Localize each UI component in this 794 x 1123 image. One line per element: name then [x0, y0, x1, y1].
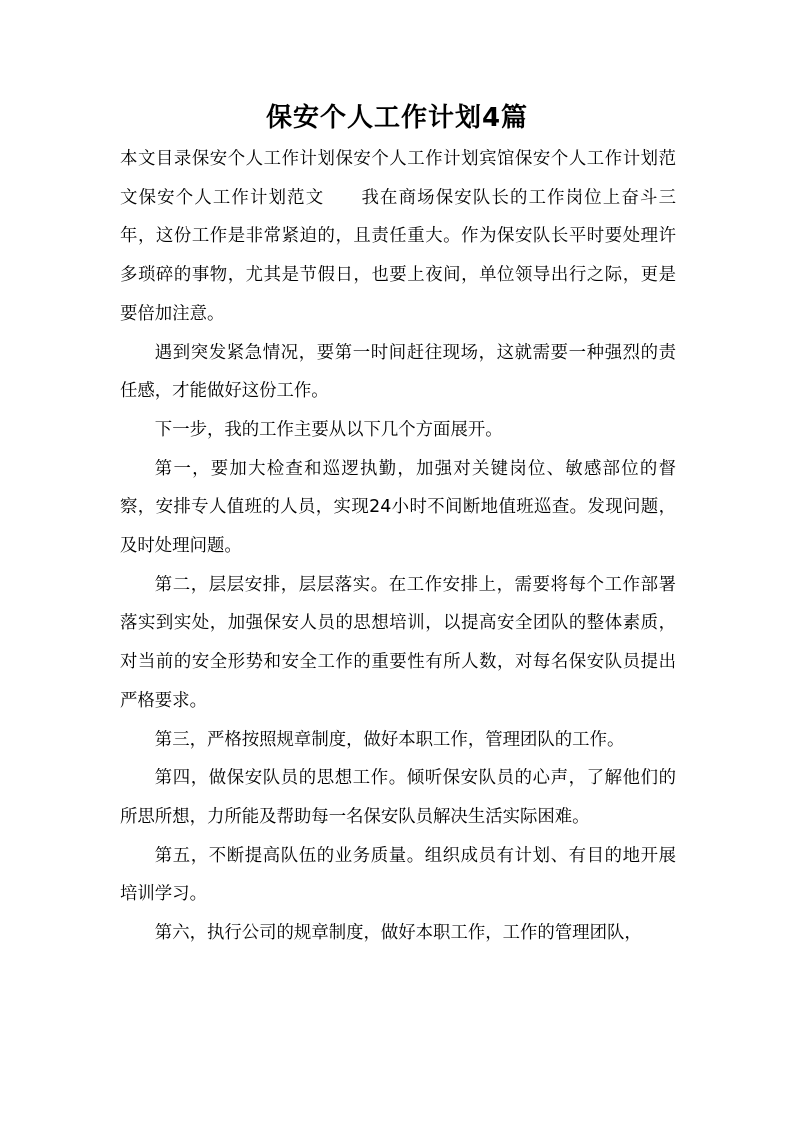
paragraph-item-2: 第二，层层安排，层层落实。在工作安排上，需要将每个工作部署落实到实处，加强保安人员的思想培训，以提高安全团队的整体素质，对当前的安全形势和安全工作的重要性有所人数，对每名保安队员提出严格要求。 [120, 574, 676, 711]
paragraph-item-4: 第四，做保安队员的思想工作。倾听保安队员的心声，了解他们的所思所想，力所能及帮助每一名保安队员解决生活实际困难。 [120, 768, 676, 827]
paragraph-item-1: 第一，要加大检查和巡逻执勤，加强对关键岗位、敏感部位的督察，安排专人值班的人员，实现24小时不间断地值班巡查。发现问题，及时处理问题。 [120, 458, 676, 557]
paragraph-emergency: 遇到突发紧急情况，要第一时间赶往现场，这就需要一种强烈的责任感，才能做好这份工作。 [120, 342, 676, 402]
paragraph-next-steps: 下一步，我的工作主要从以下几个方面展开。 [154, 419, 503, 440]
paragraph-item-3: 第三，严格按照规章制度，做好本职工作，管理团队的工作。 [154, 729, 625, 750]
document-body [120, 140, 676, 953]
paragraph-item-5: 第五，不断提高队伍的业务质量。组织成员有计划、有目的地开展培训学习。 [120, 845, 676, 905]
paragraph-item-6: 第六，执行公司的规章制度，做好本职工作，工作的管理团队， [154, 923, 642, 944]
paragraph-intro: 本文目录保安个人工作计划保安个人工作计划宾馆保安个人工作计划范文保安个人工作计划范文 我在商场保安队长的工作岗位上奋斗三年，这份工作是非常紧迫的，且责任重大。作为保安队长平时要处理许多琐碎的事物，尤其是节假日，也要上夜间，单位领导出行之际，更是要倍加注意。 [120, 149, 676, 324]
document-title: 保安个人工作计划4篇 [265, 103, 529, 133]
